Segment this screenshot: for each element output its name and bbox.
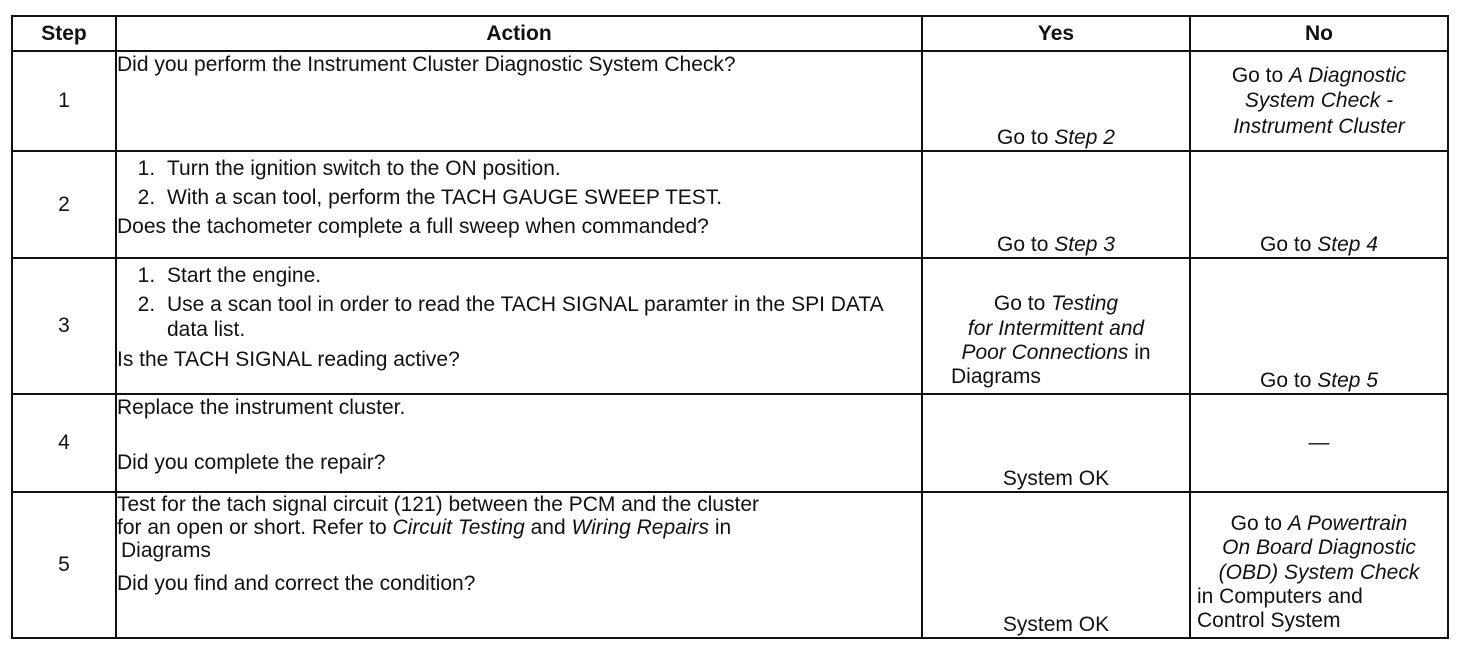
action-step: 1. Start the engine. bbox=[161, 263, 921, 288]
action-text: Replace the instrument cluster. bbox=[117, 396, 406, 419]
yes-cell bbox=[922, 258, 1190, 394]
header-row bbox=[12, 16, 1448, 51]
yes-cell bbox=[922, 51, 1190, 151]
no-prefix: Go to bbox=[1260, 232, 1318, 256]
step-number: 1 bbox=[12, 51, 116, 151]
wiring-repairs-link: Wiring Repairs bbox=[571, 516, 709, 540]
header-yes: Yes bbox=[922, 16, 1190, 51]
diagnostic-table bbox=[11, 15, 1449, 639]
no-link: Step 5 bbox=[1317, 368, 1378, 392]
no-cell bbox=[1190, 492, 1448, 638]
no-link-line-3: Instrument Cluster bbox=[1233, 114, 1405, 138]
no-cell bbox=[1190, 258, 1448, 394]
no-prefix: Go to bbox=[1231, 64, 1290, 88]
spacer bbox=[117, 420, 921, 450]
yes-prefix: Go to bbox=[997, 125, 1055, 149]
action-steps bbox=[117, 263, 921, 343]
action-step: 2. With a scan tool, perform the TACH GAUGE SWEEP TEST. bbox=[161, 185, 921, 210]
table-row bbox=[12, 394, 1448, 492]
yes-suffix: in bbox=[1128, 340, 1151, 364]
header-action: Action bbox=[116, 16, 922, 51]
yes-link-line-2: for Intermittent and bbox=[967, 316, 1145, 340]
action-cell bbox=[116, 51, 922, 151]
action-cell bbox=[116, 492, 922, 638]
table-row bbox=[12, 492, 1448, 638]
yes-cell: System OK bbox=[922, 492, 1190, 638]
no-cell bbox=[1190, 151, 1448, 258]
action-line-1: Test for the tach signal circuit (121) between the PCM and the cluster bbox=[117, 493, 759, 516]
action-cell bbox=[116, 394, 922, 492]
no-link-line-2: On Board Diagnostic bbox=[1222, 536, 1416, 560]
table-row bbox=[12, 51, 1448, 151]
action-question: Did you find and correct the condition? bbox=[117, 572, 476, 596]
no-line-5: Control System bbox=[1197, 608, 1341, 632]
yes-link-line-1: Testing bbox=[1051, 292, 1119, 316]
table-row bbox=[12, 258, 1448, 394]
no-cell: — bbox=[1190, 394, 1448, 492]
no-prefix: Go to bbox=[1260, 368, 1318, 392]
action-step: 2. Use a scan tool in order to read the TACH SIGNAL paramter in the SPI DATA data list. bbox=[161, 292, 921, 342]
step-number: 5 bbox=[12, 492, 116, 638]
yes-prefix: Go to bbox=[997, 232, 1055, 256]
action-line-2 bbox=[117, 516, 921, 539]
no-link-line-1: A Powertrain bbox=[1287, 512, 1408, 536]
no-link-line-2: System Check - bbox=[1244, 89, 1394, 113]
action-text: for an open or short. Refer to bbox=[117, 516, 393, 540]
action-step: 1. Turn the ignition switch to the ON position. bbox=[161, 156, 921, 181]
action-question: Is the TACH SIGNAL reading active? bbox=[117, 347, 460, 371]
action-cell bbox=[116, 151, 922, 258]
yes-link-line-3: Poor Connections bbox=[961, 340, 1129, 364]
action-text: Did you perform the Instrument Cluster Diagnostic System Check? bbox=[117, 53, 736, 76]
action-question: Did you complete the repair? bbox=[117, 451, 386, 475]
yes-cell: System OK bbox=[922, 394, 1190, 492]
yes-prefix: Go to bbox=[993, 292, 1052, 316]
step-number: 4 bbox=[12, 394, 116, 492]
no-prefix: Go to bbox=[1230, 512, 1288, 536]
yes-cell bbox=[922, 151, 1190, 258]
table-row bbox=[12, 151, 1448, 258]
no-cell bbox=[1190, 51, 1448, 151]
action-text: in bbox=[709, 516, 732, 540]
no-line-4: in Computers and bbox=[1197, 584, 1363, 608]
action-cell bbox=[116, 258, 922, 394]
no-link-line-3: (OBD) System Check bbox=[1218, 560, 1420, 584]
header-no: No bbox=[1190, 16, 1448, 51]
circuit-testing-link: Circuit Testing bbox=[392, 516, 525, 540]
action-text: and bbox=[524, 516, 572, 540]
yes-link: Step 3 bbox=[1054, 232, 1115, 256]
step-number: 2 bbox=[12, 151, 116, 258]
step-number: 3 bbox=[12, 258, 116, 394]
action-question: Does the tachometer complete a full sweep when commanded? bbox=[117, 215, 709, 239]
no-link: Step 4 bbox=[1317, 232, 1378, 256]
action-line-3: Diagrams bbox=[121, 539, 211, 563]
yes-last-line: Diagrams bbox=[951, 364, 1041, 388]
no-link-line-1: A Diagnostic bbox=[1289, 64, 1407, 88]
yes-link: Step 2 bbox=[1054, 125, 1115, 149]
action-steps bbox=[117, 156, 921, 210]
header-step: Step bbox=[12, 16, 116, 51]
